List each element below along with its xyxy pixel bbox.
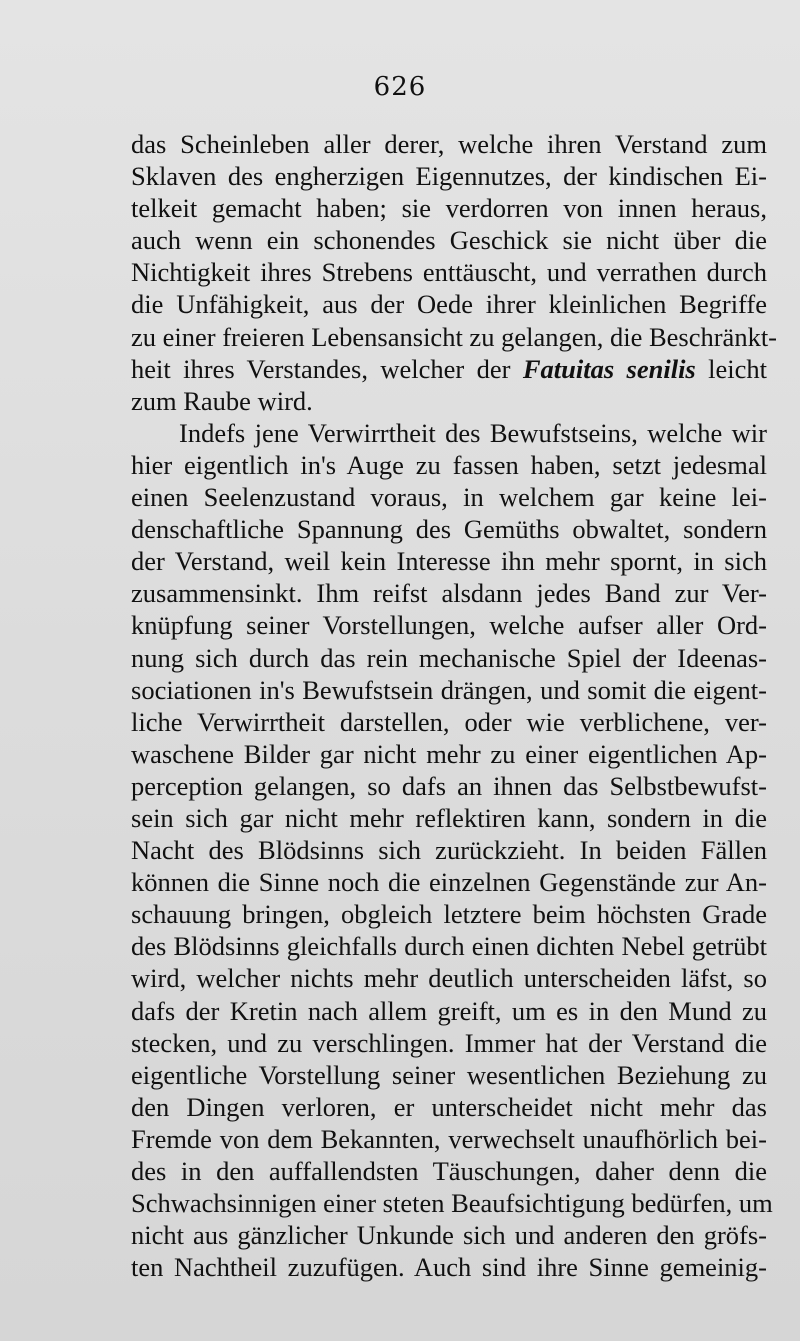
text-line: sociationen in's Bewufstsein drängen, und somit die eigent- (131, 674, 767, 705)
text-line: können die Sinne noch die einzelnen Gegenstände zur An- (131, 867, 767, 898)
text-line: liche Verwirrtheit darstellen, oder wie verblichene, ver- (131, 706, 767, 737)
text-line: wird, welcher nichts mehr deutlich unterscheiden läfst, so (131, 963, 767, 994)
text-line: Schwachsinnigen einer steten Beaufsichtigung bedürfen, um (131, 1188, 773, 1219)
text-line: des in den auffallendsten Täuschungen, daher denn die (131, 1156, 767, 1186)
text-line: des Blödsinns gleichfalls durch einen dichten Nebel getrübt (131, 931, 767, 962)
text-line: zusammensinkt. Ihm reifst alsdann jedes Band zur Ver- (131, 578, 767, 609)
text-line: das Scheinleben aller derer, welche ihren Verstand zum (131, 129, 767, 159)
text-line: einen Seelenzustand voraus, in welchem gar keine lei- (131, 482, 767, 513)
text-line: dafs der Kretin nach allem greift, um es in den Mund zu (131, 995, 767, 1026)
text-line: auch wenn ein schonendes Geschick sie nicht über die (131, 225, 767, 256)
text-line: nung sich durch das rein mechanische Spiel der Ideenas- (131, 642, 767, 673)
text-segment: heit ihres Verstandes, welcher der (131, 353, 511, 384)
text-line: zu einer freieren Lebensansicht zu gelangen, die Beschränkt- (131, 321, 778, 352)
text-line: die Unfähigkeit, aus der Oede ihrer kleinlichen Begriffe (131, 289, 767, 320)
text-line: perception gelangen, so dafs an ihnen das Selbstbewufst- (131, 770, 767, 801)
text-line: Nacht des Blödsinns sich zurückzieht. In beiden Fällen (131, 835, 767, 866)
text-line: den Dingen verloren, er unterscheidet nicht mehr das (131, 1091, 767, 1122)
text-line: sein sich gar nicht mehr reflektiren kann, sondern in die (131, 802, 767, 833)
text-line: stecken, und zu verschlingen. Immer hat der Verstand die (131, 1027, 767, 1058)
text-line: Nichtigkeit ihres Strebens enttäuscht, und verrathen durch (131, 257, 767, 288)
text-line: nicht aus gänzlicher Unkunde sich und anderen den gröfs- (131, 1220, 767, 1251)
text-line: der Verstand, weil kein Interesse ihn mehr spornt, in sich (131, 546, 767, 577)
text-line: denschaftliche Spannung des Gemüths obwaltet, sondern (131, 514, 767, 545)
page-number: 626 (373, 72, 427, 102)
text-line: hier eigentlich in's Auge zu fassen haben, setzt jedesmal (131, 449, 767, 480)
text-line: Fremde von dem Bekannten, verwechselt unaufhörlich bei- (131, 1123, 767, 1154)
text-line: ten Nachtheil zuzufügen. Auch sind ihre Sinne gemeinig- (131, 1252, 767, 1283)
text-line: schauung bringen, obgleich letztere beim höchsten Grade (131, 899, 767, 930)
italic-phrase: Fatuitas senilis (522, 353, 696, 384)
text-line: telkeit gemacht haben; sie verdorren von innen heraus, (131, 193, 767, 224)
text-line: zum Raube wird. (131, 385, 313, 416)
text-line: waschene Bilder gar nicht mehr zu einer eigentlichen Ap- (131, 738, 767, 769)
text-line-with-italic (131, 353, 767, 385)
text-line: Sklaven des engherzigen Eigennutzes, der kindischen Ei- (131, 161, 767, 192)
body-text (131, 128, 778, 1283)
text-line: eigentliche Vorstellung seiner wesentlichen Beziehung zu (131, 1059, 767, 1090)
text-line: knüpfung seiner Vorstellungen, welche aufser aller Ord- (131, 610, 767, 641)
text-segment: leicht (708, 353, 768, 384)
paragraph-start-line: Indefs jene Verwirrtheit des Bewufstseins, welche wir (179, 417, 767, 448)
